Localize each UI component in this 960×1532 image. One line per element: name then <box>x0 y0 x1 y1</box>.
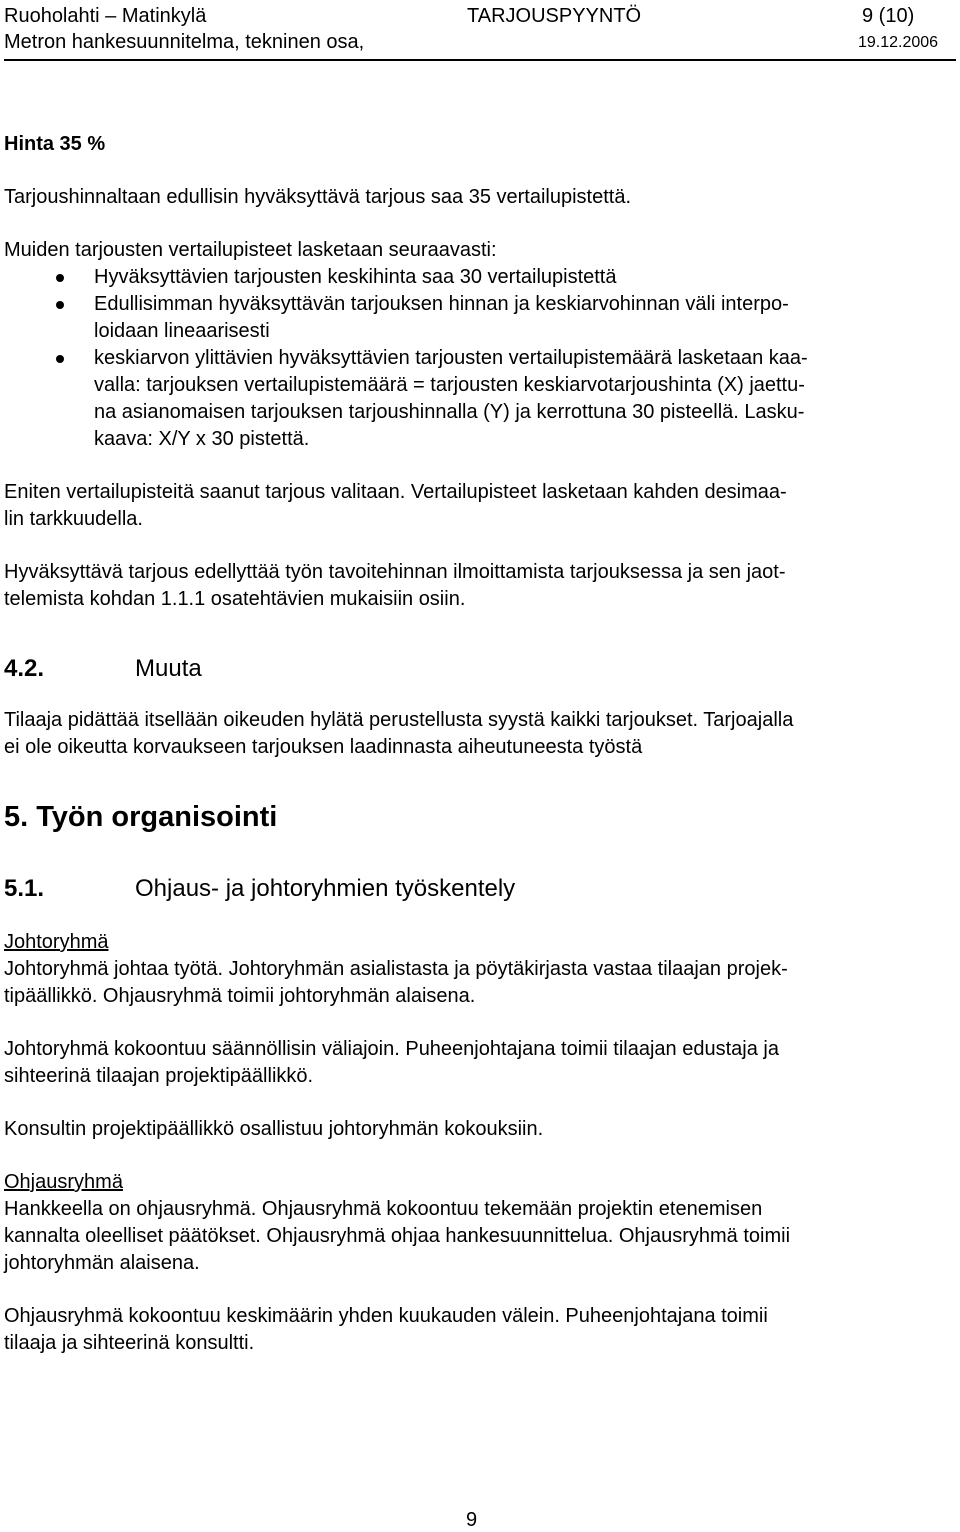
text-line: tipäällikkö. Ohjausryhmä toimii johtoryhmän alaisena. <box>4 985 476 1007</box>
guidance-paragraph-2 <box>4 1303 944 1357</box>
text-line: Ohjausryhmä kokoontuu keskimäärin yhden kuukauden välein. Puheenjohtajana toimii <box>4 1305 768 1327</box>
other-paragraph <box>4 707 944 761</box>
text-line: ei ole oikeutta korvaukseen tarjouksen laadinnasta aiheutuneesta työstä <box>4 736 643 758</box>
section-title: Muuta <box>135 655 202 682</box>
bullet-text-line: keskiarvon ylittävien hyväksyttävien tarjousten vertailupistemäärä lasketaan kaa- <box>94 347 808 369</box>
section-number: 5.1. <box>4 875 45 902</box>
section-title: Ohjaus- ja johtoryhmien työskentely <box>135 875 516 902</box>
text-line: johtoryhmän alaisena. <box>4 1252 200 1274</box>
list-item <box>4 291 944 345</box>
bullet-text-line: Edullisimman hyväksyttävän tarjouksen hinnan ja keskiarvohinnan väli interpo- <box>94 293 789 315</box>
section-heading-5: 5. Työn organisointi <box>4 801 278 833</box>
acceptance-paragraph <box>4 559 944 613</box>
text-line: Eniten vertailupisteitä saanut tarjous valitaan. Vertailupisteet lasketaan kahden desimaa- <box>4 481 787 503</box>
price-heading: Hinta 35 % <box>4 133 106 155</box>
header-doc-type: TARJOUSPYYNTÖ <box>467 5 642 27</box>
document-body <box>4 131 944 1357</box>
text-line: Hankkeella on ohjausryhmä. Ohjausryhmä kokoontuu tekemään projektin etenemisen <box>4 1198 763 1220</box>
text-line: telemista kohdan 1.1.1 osatehtävien mukaisiin osiin. <box>4 588 466 610</box>
steering-group-heading: Johtoryhmä <box>4 931 109 953</box>
header-divider <box>4 59 956 61</box>
steering-paragraph-3: Konsultin projektipäällikkö osallistuu johtoryhmän kokouksiin. <box>4 1118 544 1140</box>
text-line: sihteerinä tilaajan projektipäällikkö. <box>4 1065 314 1087</box>
text-line: Johtoryhmä johtaa työtä. Johtoryhmän asialistasta ja pöytäkirjasta vastaa tilaajan projek- <box>4 958 788 980</box>
text-line: Hyväksyttävä tarjous edellyttää työn tavoitehinnan ilmoittamista tarjouksessa ja sen jaot- <box>4 561 786 583</box>
evaluation-intro: Muiden tarjousten vertailupisteet lasketaan seuraavasti: <box>4 239 497 261</box>
header-date: 19.12.2006 <box>858 34 939 51</box>
bullet-icon <box>56 274 64 282</box>
text-line: Tilaaja pidättää itsellään oikeuden hylätä perustellusta syystä kaikki tarjoukset. Tarjoajalla <box>4 709 794 731</box>
bullet-text-line: kaava: X/Y x 30 pistettä. <box>94 428 310 450</box>
section-heading-5-1 <box>4 873 944 905</box>
steering-paragraph-2 <box>4 1036 944 1090</box>
text-line: kannalta oleelliset päätökset. Ohjausryhmä ohjaa hankesuunnittelua. Ohjausryhmä toimii <box>4 1225 791 1247</box>
guidance-paragraph-1 <box>4 1196 944 1277</box>
section-heading-4-2 <box>4 653 944 685</box>
evaluation-bullet-list <box>4 264 944 453</box>
bullet-text-line: valla: tarjouksen vertailupistemäärä = tarjousten keskiarvotarjoushinta (X) jaettu- <box>94 374 805 396</box>
bullet-icon <box>56 355 64 363</box>
guidance-group-heading: Ohjausryhmä <box>4 1171 123 1193</box>
text-line: tilaaja ja sihteerinä konsultti. <box>4 1332 255 1354</box>
footer-page-number: 9 <box>466 1509 478 1531</box>
header-page-indicator: 9 (10) <box>862 5 915 27</box>
list-item <box>4 264 944 291</box>
steering-paragraph-1 <box>4 956 944 1010</box>
section-number: 4.2. <box>4 655 45 682</box>
bullet-icon <box>56 301 64 309</box>
bullet-text-line: loidaan lineaarisesti <box>94 320 270 342</box>
bullet-text: Hyväksyttävien tarjousten keskihinta saa 30 vertailupistettä <box>94 266 617 288</box>
list-item <box>4 345 944 453</box>
text-line: Johtoryhmä kokoontuu säännöllisin väliajoin. Puheenjohtajana toimii tilaajan edustaja ja <box>4 1038 779 1060</box>
header-subtitle: Metron hankesuunnitelma, tekninen osa, <box>4 31 365 53</box>
text-line: lin tarkkuudella. <box>4 508 143 530</box>
bullet-text-line: na asianomaisen tarjouksen tarjoushinnalla (Y) ja kerrottuna 30 pisteellä. Lasku- <box>94 401 805 423</box>
selection-paragraph <box>4 479 944 533</box>
header-location: Ruoholahti – Matinkylä <box>4 5 207 27</box>
price-paragraph: Tarjoushinnaltaan edullisin hyväksyttävä tarjous saa 35 vertailupistettä. <box>4 186 632 208</box>
